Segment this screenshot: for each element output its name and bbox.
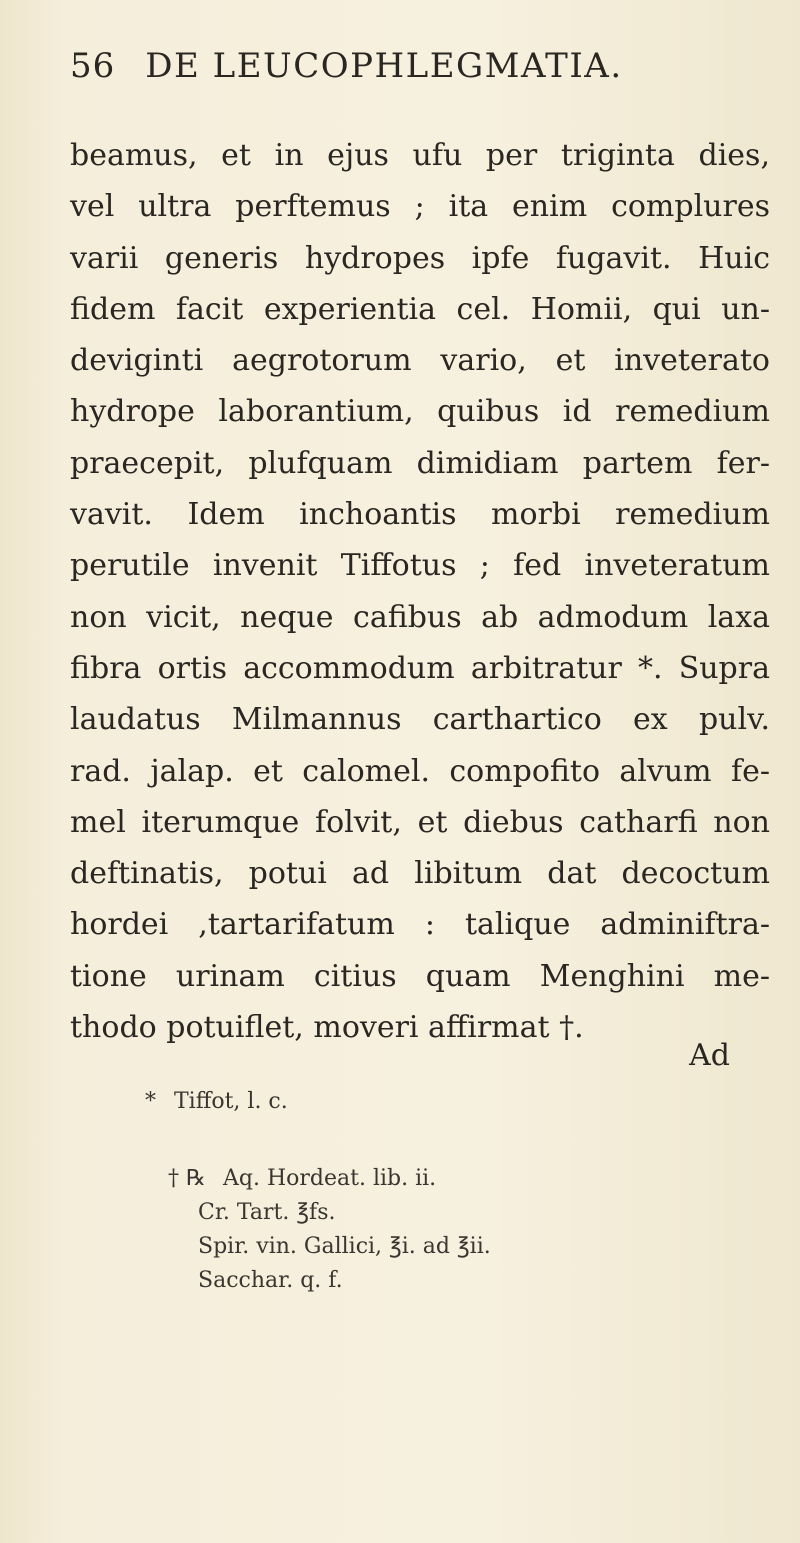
catchword: Ad <box>689 1038 730 1073</box>
text-line: deftinatis, potui ad libitum dat decoctum <box>70 856 770 892</box>
recipe-text: Aq. Hordeat. lib. ii. <box>223 1166 437 1191</box>
running-title: DE LEUCOPHLEGMATIA. <box>145 46 623 86</box>
recipe-symbol: ℞ <box>186 1166 206 1191</box>
text-line: non vicit, neque cafibus ab admodum laxa <box>70 599 770 635</box>
recipe-line: Cr. Tart. ℥fs. <box>198 1200 336 1225</box>
text-line: perutile invenit Tiffotus ; fed inveteratum <box>70 548 770 584</box>
text-line: hydrope laborantium, quibus id remedium <box>70 394 770 430</box>
footnotes <box>145 1080 288 1124</box>
footnote-dagger-mark: † <box>168 1166 179 1191</box>
footnote-star-mark: * <box>145 1089 156 1114</box>
text-line: rad. jalap. et calomel. compofito alvum fe- <box>70 753 770 789</box>
footnote-star-text: Tiffot, l. c. <box>174 1089 288 1114</box>
text-line: deviginti aegrotorum vario, et inveterato <box>70 343 770 379</box>
recipe-line <box>168 1162 491 1196</box>
page-header <box>70 46 623 96</box>
text-line: praecepit, plufquam dimidiam partem fer- <box>70 445 770 481</box>
body-text <box>70 130 770 1053</box>
text-line: tione urinam citius quam Menghini me- <box>70 958 770 994</box>
footnote-dagger <box>168 1162 491 1298</box>
text-line: vel ultra perftemus ; ita enim complures <box>70 189 770 225</box>
text-line: laudatus Milmannus carthartico ex pulv. <box>70 702 770 738</box>
text-line: varii generis hydropes ipfe fugavit. Huic <box>70 240 770 276</box>
text-line: fidem facit experientia cel. Homii, qui un- <box>70 291 770 327</box>
recipe-line: Spir. vin. Gallici, ℥i. ad ℥ii. <box>198 1234 491 1259</box>
text-line: mel iterumque folvit, et diebus catharfi non <box>70 804 770 840</box>
text-line: vavit. Idem inchoantis morbi remedium <box>70 497 770 533</box>
text-line: hordei ,tartarifatum : talique adminiftra- <box>70 907 770 943</box>
recipe-line: Sacchar. q. f. <box>198 1268 343 1293</box>
footnote-star <box>145 1080 288 1124</box>
text-line: fibra ortis accommodum arbitratur *. Supra <box>70 650 770 686</box>
page-number: 56 <box>70 46 116 86</box>
text-line: thodo potuiflet, moveri affirmat †. <box>70 1010 584 1046</box>
text-line: beamus, et in ejus ufu per triginta dies, <box>70 138 770 173</box>
